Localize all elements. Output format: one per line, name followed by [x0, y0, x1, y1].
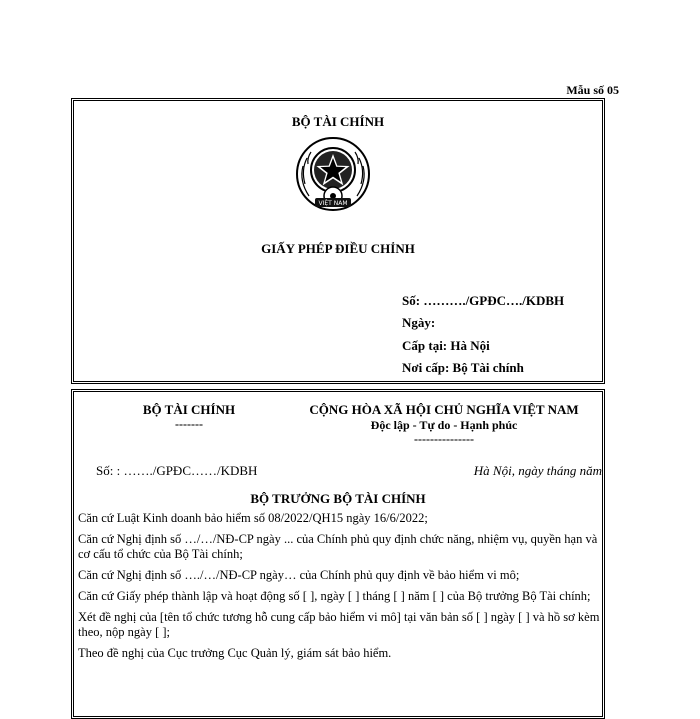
ministry-header [134, 402, 244, 430]
legal-basis-paragraph: Căn cứ Giấy phép thành lập và hoạt động số [ ], ngày [ ] tháng [ ] năm [ ] của Bộ trưởng Bộ Tài chính; [78, 589, 591, 603]
legal-basis-text [78, 511, 602, 667]
permit-body-box [71, 389, 605, 719]
place-and-date: Hà Nội, ngày tháng năm [473, 463, 602, 478]
legal-basis-paragraph: Căn cứ Luật Kinh doanh bảo hiểm số 08/2022/QH15 ngày 16/6/2022; [78, 511, 428, 525]
national-header [294, 402, 594, 445]
legal-basis-paragraph: Căn cứ Nghị định số …/…/NĐ-CP ngày ... của Chính phủ quy định chức năng, nhiệm vụ, quyền hạn và cơ cấu tổ chức của Bộ Tài chính; [78, 532, 598, 561]
permit-date-row [402, 315, 435, 331]
issuer-value: Bộ Tài chính [452, 360, 524, 375]
permit-number-row [402, 293, 564, 309]
issuer-label: Nơi cấp: [402, 360, 450, 375]
nation-name: CỘNG HÒA XÃ HỘI CHỦ NGHĨA VIỆT NAM [309, 402, 579, 417]
legal-basis-paragraph: Xét đề nghị của [tên tổ chức tương hỗ cung cấp bảo hiểm vi mô] tại văn bản số [ ] ngày [ ] và hồ sơ kèm theo, nộp ngày [ ]; [78, 610, 600, 639]
ministry-header-dash: ------- [175, 417, 203, 431]
issued-at-label: Cấp tại: [402, 338, 448, 353]
ministry-name: BỘ TÀI CHÍNH [291, 114, 385, 129]
permit-cover-box [71, 98, 605, 384]
form-number: Mẫu số 05 [566, 83, 619, 97]
svg-text:VIỆT NAM: VIỆT NAM [318, 200, 348, 207]
permit-title: GIẤY PHÉP ĐIỀU CHỈNH [261, 241, 415, 256]
permit-number-value: ………./GPĐC…./KDBH [423, 293, 565, 308]
motto-dash: --------------- [414, 432, 474, 446]
issuing-authority-heading: BỘ TRƯỞNG BỘ TÀI CHÍNH [250, 491, 426, 506]
legal-basis-paragraph: Theo đề nghị của Cục trưởng Cục Quản lý, giám sát bảo hiểm. [78, 646, 392, 660]
national-motto: Độc lập - Tự do - Hạnh phúc [370, 418, 518, 432]
ministry-header-name: BỘ TÀI CHÍNH [142, 402, 236, 417]
issued-at-row [402, 338, 490, 354]
permit-number-label: Số: [402, 293, 421, 308]
legal-basis-paragraph: Căn cứ Nghị định số …./…/NĐ-CP ngày… của Chính phủ quy định về bảo hiểm vi mô; [78, 568, 520, 582]
national-emblem-icon [293, 136, 373, 214]
issued-at-value: Hà Nội [450, 338, 490, 353]
permit-date-label: Ngày: [402, 315, 436, 330]
issuer-row [402, 360, 524, 376]
document-number: Số: : ……./GPĐC……/KDBH [96, 463, 258, 478]
